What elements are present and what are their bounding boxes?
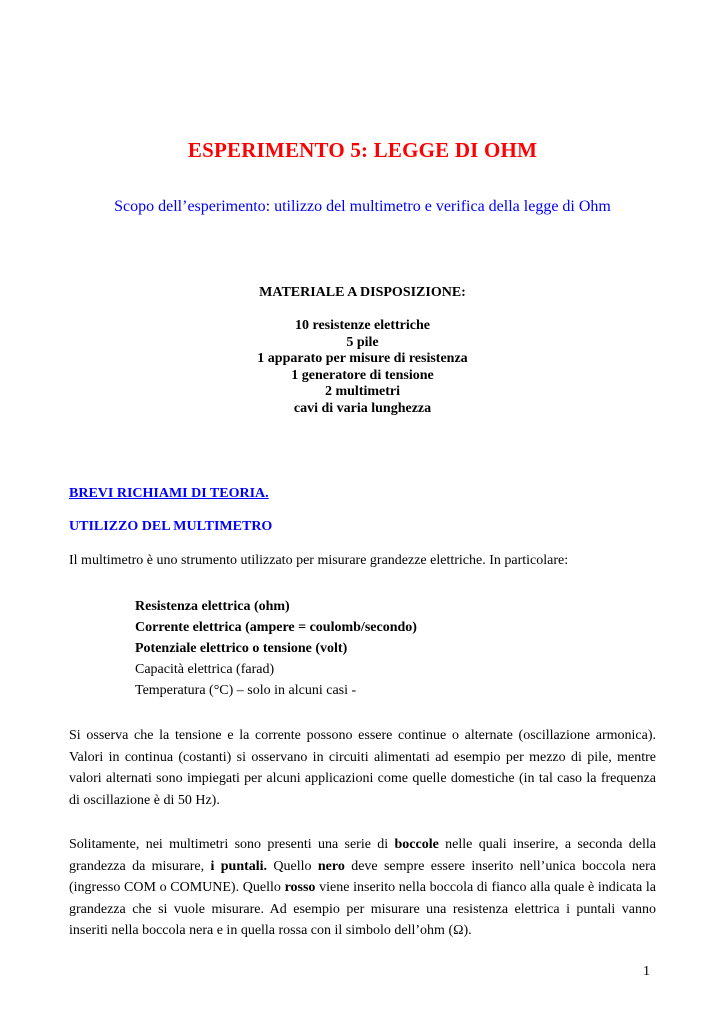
quantity-item: Potenziale elettrico o tensione (volt) [135,641,348,656]
section-heading-multimeter: UTILIZZO DEL MULTIMETRO [69,519,273,534]
bold-term: nero [317,858,345,874]
materials-item: 10 resistenze elettriche [294,318,430,333]
section-heading-theory[interactable]: BREVI RICHIAMI DI TEORIA. [69,486,269,501]
materials-item: cavi di varia lunghezza [293,400,432,416]
bold-term: boccole [394,837,439,852]
text-run: viene inserito nella boccola di fianco alla quale è indicata la grandezza che si vuole misurare. Ad esempio per misurare una resistenza elettrica i puntali vanno inseriti nella boccola nera e in quella rossa con il simbolo dell’ohm (Ω). [69,880,657,939]
materials-item: 5 pile [346,334,379,350]
quantity-item: Temperatura (°C) – solo in alcuni casi - [135,683,357,698]
materials-list [0,318,725,418]
materials-item: 1 apparato per misure di resistenza [257,351,468,367]
bold-term: rosso [284,880,316,896]
text-run: Quello [267,858,318,874]
text-run: deve sempre essere inserito nell’unica boccola nera (ingresso COM o COMUNE). Quello [69,858,656,896]
text-run: nelle quali inserire, a seconda della grandezza da misurare, [69,837,656,874]
document-title: ESPERIMENTO 5: LEGGE DI OHM [187,138,538,162]
quantities-list [135,596,417,701]
intro-paragraph: Il multimetro è uno strumento utilizzato per misurare grandezze elettriche. In particolare: [69,553,569,568]
page-number: 1 [643,964,650,979]
materials-item: 1 generatore di tensione [291,367,434,383]
materials-heading: MATERIALE A DISPOSIZIONE: [259,285,466,300]
paragraph-current-types: Si osserva che la tensione e la corrente possono essere continue o alternate (oscillazione armonica). Valori in continua (costanti) si osservano in circuiti alimentati ad esempio per mezzo di pile, mentre valori alternati sono impiegati per alcuni applicazioni come quelle domestiche (in tal caso la frequenza di oscillazione è di 50 Hz). [69,728,656,808]
materials-item: 2 multimetri [324,384,401,400]
quantity-item: Capacità elettrica (farad) [135,662,275,677]
paragraph-probes [69,834,656,942]
quantity-item: Corrente elettrica (ampere = coulomb/secondo) [135,620,417,635]
quantity-item: Resistenza elettrica (ohm) [135,599,290,614]
text-run: Solitamente, nei multimetri sono presenti una serie di [69,837,395,852]
experiment-scope: Scopo dell’esperimento: utilizzo del multimetro e verifica della legge di Ohm [114,198,611,215]
bold-term: i puntali. [210,858,268,874]
